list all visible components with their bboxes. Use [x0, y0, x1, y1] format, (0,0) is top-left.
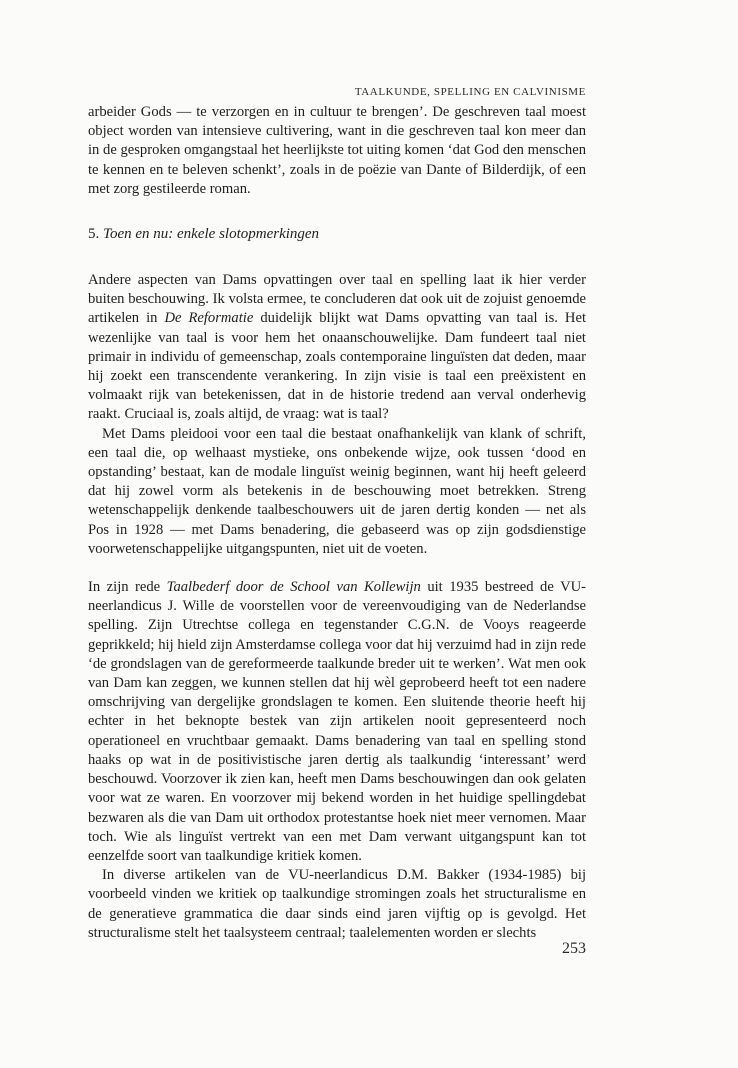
page-number: 253: [562, 940, 586, 957]
section-number: 5.: [88, 226, 100, 243]
paragraph-2-part-a: Andere aspecten van Dams opvattingen over taal en spelling laat ik hier verder buiten beschouwing. Ik volsta ermee, te concluderen dat ook uit de zojuist genoemde artikelen in: [88, 272, 586, 327]
paragraph-2-part-b: duidelijk blijkt wat Dams opvatting van taal is. Het wezenlijke van taal is voor hem het onaanschouwelijke. Dam fundeert taal niet primair in individu of gemeenschap, zoals contemporaine linguïsten dat deden, maar hij zoekt een transcendente verankering. In zijn visie is taal een preëxistent en volmaakt rijk van betekenissen, dat in de historie tredend aan verval onderhevig raakt. Cruciaal is, zoals altijd, de vraag: wat is taal?: [88, 310, 586, 423]
paragraph-4-part-b: uit 1935 bestreed de VU-neerlandicus J. Wille de voorstellen voor de vereenvoudiging van de Nederlandse spelling. Zijn Utrechtse collega en tegenstander C.G.N. de Vooys reageerde geprikkeld; hij hield zijn Amsterdamse collega voor dat hij verzuimd had in zijn rede ‘de grondslagen van de gereformeerde taalkunde breder uit te werken’. Wat men ook van Dam kan zeggen, we kunnen stellen dat hij wèl geprobeerd heeft tot een nadere omschrijving van dergelijke grondslagen te komen. Een sluitende theorie heeft hij echter in het beknopte bestek van zijn artikelen nooit gepresenteerd noch operationeel en vruchtbaar gemaakt. Dams benadering van taal en spelling stond haaks op wat in de positivistische jaren dertig als taalkundig ‘interessant’ werd beschouwd. Voorzover ik zien kan, heeft men Dams beschouwingen dan ook gelaten voor wat ze waren. En voorzover mij bekend worden in het huidige spellingdebat bezwaren als die van Dam uit orthodox protestantse hoek niet meer vernomen. Maar toch. Wie als linguïst vertrekt van een met Dam verwant uitgangspunt kan tot eenzelfde soort van taalkundige kritiek komen.: [88, 579, 587, 864]
section-heading: [88, 225, 586, 244]
speech-title: Taalbederf door de School van Kollewijn: [166, 579, 421, 596]
section-title: Toen en nu: enkele slotopmerkingen: [103, 226, 320, 243]
paragraph-3: Met Dams pleidooi voor een taal die bestaat onafhankelijk van klank of schrift, een taal die, op welhaast mystieke, ons onbekende wijze, ook tussen ‘dood en opstanding’ bestaat, kan de modale linguïst weinig beginnen, want hij heeft geleerd dat hij zowel vorm als betekenis in de beschouwing moet betrekken. Streng wetenschappelijk denkende taalbeschouwers uit de jaren dertig konden — net als Pos in 1928 — met Dams benadering, die gebaseerd was op zijn godsdienstige voorwetenschappelijke uitgangspunten, niet uit de voeten.: [88, 425, 586, 557]
running-head: TAALKUNDE, SPELLING EN CALVINISME: [354, 86, 586, 98]
paragraph-gap: [88, 559, 586, 578]
journal-title: De Reformatie: [164, 310, 254, 327]
paragraph-5: In diverse artikelen van de VU-neerlandicus D.M. Bakker (1934-1985) bij voorbeeld vinden we kritiek op taalkundige stromingen zoals het structuralisme en de generatieve grammatica die daar sinds eind jaren vijftig op is gevolgd. Het structuralisme stelt het taalsysteem centraal; taalelementen worden er slechts: [88, 867, 586, 941]
paragraph-4-part-a: In zijn rede: [88, 579, 167, 596]
paragraph-2: [88, 271, 586, 425]
body-text: [88, 103, 586, 943]
paragraph-1: arbeider Gods — te verzorgen en in cultuur te brengen’. De geschreven taal moest object worden van intensieve cultivering, want in die geschreven taal kon meer dan in de gesproken omgangstaal het heerlijkste tot uiting komen ‘dat God den menschen te kennen en te beleven schenkt’, zoals in de poëzie van Dante of Bilderdijk, of een met zorg gestileerde roman.: [88, 104, 586, 197]
paragraph-4: [88, 578, 586, 866]
